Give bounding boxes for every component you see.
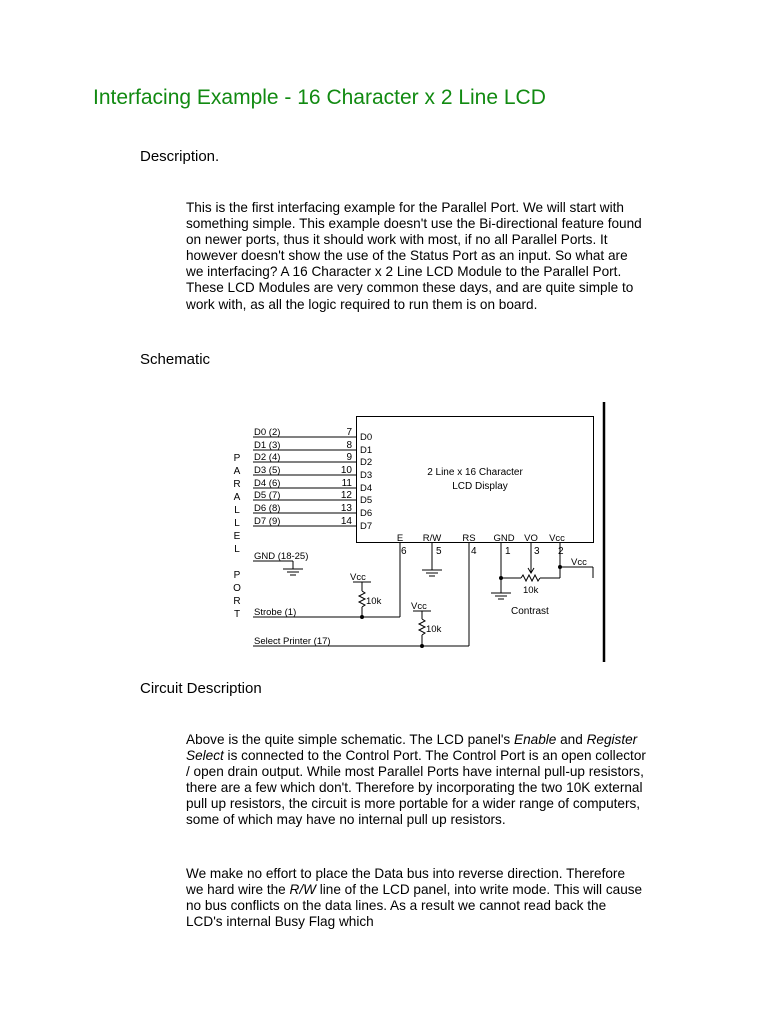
lcd-bottom-pin-label: RS <box>462 533 476 544</box>
lcd-pin-number: 9 <box>346 452 352 463</box>
port-letter: E <box>233 531 241 542</box>
resistor-label: 10k <box>426 624 442 635</box>
port-data-label: D3 (5) <box>254 465 281 476</box>
text-segment: is connected to the Control Port. The Control Port is an open collector / open drain output. While most Parallel Ports have internal pull-up resistors, there are a few which don't. Therefore by incorporating the two 10K external pull up resistors, the circuit is more portable for a wider range of computers, some of which may have no internal pull up resistors. <box>186 748 646 828</box>
lcd-data-pin-label: D6 <box>360 508 373 519</box>
lcd-bottom-pin-number: 2 <box>558 546 564 557</box>
lcd-module-box <box>357 417 594 543</box>
vcc-label: Vcc <box>571 557 587 568</box>
lcd-pin-number: 8 <box>346 440 352 451</box>
port-letter: P <box>233 570 241 581</box>
lcd-data-pin-label: D2 <box>360 457 373 468</box>
port-data-label: D4 (6) <box>254 478 281 489</box>
strobe-label: Strobe (1) <box>254 607 297 618</box>
lcd-pin-number: 10 <box>340 465 352 476</box>
circuit-paragraph-2 <box>186 866 646 930</box>
lcd-data-pin-label: D5 <box>360 495 373 506</box>
description-paragraph: This is the first interfacing example for the Parallel Port. We will start with something simple. This example doesn't use the Bi-directional feature found on newer ports, thus it should work with most, if no all Parallel Ports. It however doesn't show the use of the Status Port as an input. So what are we interfacing? A 16 Character x 2 Line LCD Module to the Parallel Port. These LCD Modules are very common these days, and are quite simple to work with, as all the logic required to run them is on board. <box>186 200 642 312</box>
lcd-pin-number: 7 <box>346 427 352 438</box>
resistor-label: 10k <box>366 596 382 607</box>
port-data-label: D1 (3) <box>254 440 281 451</box>
text-segment: and <box>556 732 587 747</box>
port-letter: L <box>234 518 240 529</box>
lcd-bottom-pin-label: R/W <box>422 533 442 544</box>
select-printer-label: Select Printer (17) <box>254 636 331 647</box>
port-letter: R <box>233 596 241 607</box>
gnd-label: GND (18-25) <box>254 551 309 562</box>
page-title: Interfacing Example - 16 Character x 2 Line LCD <box>93 86 546 109</box>
lcd-bottom-pin-label: E <box>396 533 404 544</box>
lcd-data-pin-label: D4 <box>360 483 373 494</box>
port-data-label: D2 (4) <box>254 452 281 463</box>
lcd-bottom-pin-label: GND <box>493 533 515 544</box>
lcd-data-pin-label: D3 <box>360 470 373 481</box>
text-segment: line of the LCD panel, into write mode. This will cause no bus conflicts on the data lines. As a result we cannot read back the LCD's internal Busy Flag which <box>186 882 643 930</box>
lcd-bottom-pin-number: 5 <box>436 546 442 557</box>
vcc-label: Vcc <box>411 601 427 612</box>
lcd-bottom-pin-label: Vcc <box>549 533 565 544</box>
rw-term: R/W <box>289 882 316 898</box>
lcd-bottom-pin-label: VO <box>524 533 538 544</box>
description-heading: Description. <box>140 148 220 165</box>
circuit-paragraph-1 <box>186 732 646 829</box>
port-letter: R <box>233 479 241 490</box>
port-letter: A <box>233 492 241 503</box>
lcd-bottom-pin-number: 6 <box>401 546 407 557</box>
lcd-data-pin-label: D7 <box>360 521 373 532</box>
lcd-title-line2: LCD Display <box>452 481 508 492</box>
contrast-label: Contrast <box>511 606 549 617</box>
port-data-label: D0 (2) <box>254 427 281 438</box>
enable-term: Enable <box>514 732 557 747</box>
lcd-pin-number: 12 <box>340 490 352 501</box>
port-letter: A <box>233 466 241 477</box>
lcd-bottom-pin-number: 4 <box>471 546 477 557</box>
text-segment: Above is the quite simple schematic. The LCD panel's <box>186 732 515 747</box>
lcd-pin-number: 11 <box>341 478 352 489</box>
port-data-label: D6 (8) <box>254 503 281 514</box>
port-letter: L <box>234 544 240 555</box>
lcd-title-line1: 2 Line x 16 Character <box>427 467 523 478</box>
text-segment: We make no effort to place the Data bus into reverse direction. Therefore we hard wire the <box>186 866 626 898</box>
schematic-heading: Schematic <box>140 351 211 368</box>
resistor-label: 10k <box>523 585 539 596</box>
lcd-data-pin-label: D0 <box>360 432 373 443</box>
register-select-term: Register Select <box>186 732 638 764</box>
lcd-data-pin-label: D1 <box>360 445 373 456</box>
port-letter: O <box>233 583 241 594</box>
port-data-label: D5 (7) <box>254 490 281 501</box>
port-letter: P <box>233 453 241 464</box>
lcd-bottom-pin-number: 1 <box>505 546 511 557</box>
lcd-pin-number: 14 <box>340 516 352 527</box>
port-data-label: D7 (9) <box>254 516 281 527</box>
port-letter: T <box>233 609 241 620</box>
vcc-label: Vcc <box>350 572 366 583</box>
lcd-pin-number: 13 <box>340 503 352 514</box>
circuit-description-heading: Circuit Description <box>140 680 262 697</box>
port-letter: L <box>234 505 240 516</box>
lcd-bottom-pin-number: 3 <box>534 546 540 557</box>
